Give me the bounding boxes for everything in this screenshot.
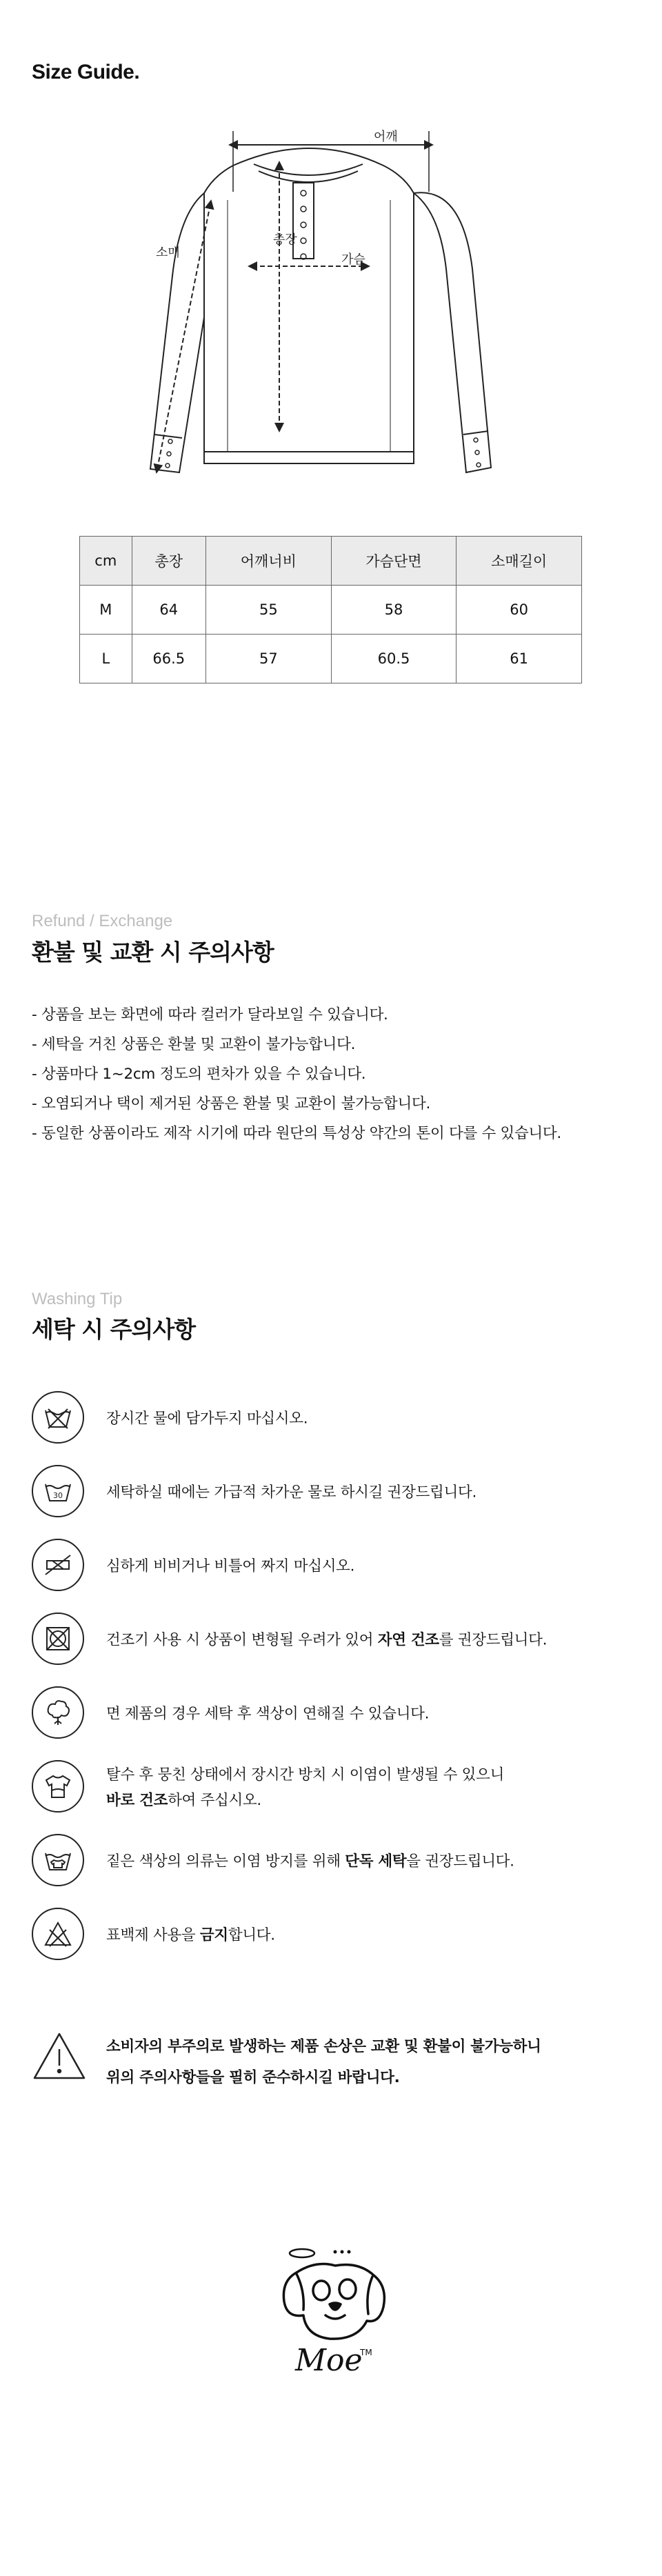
table-cell: 55 [206,586,332,635]
cold-wash-30-icon [32,1465,84,1517]
text-part: 심하게 비비거나 비틀어 짜지 마십시오. [106,1557,355,1575]
text-part: 장시간 물에 담가두지 마십시오. [106,1410,308,1428]
length-label: 총장 [273,232,297,247]
shirt-icon [32,1760,84,1813]
text-part: 합니다. [228,1926,275,1944]
header-cell: cm [80,537,132,586]
separate-wash-icon [32,1834,84,1886]
warning-line: 위의 주의사항들을 필히 준수하시길 바랍니다. [106,2069,400,2086]
table-cell: 61 [457,635,582,683]
svg-text:30: 30 [53,1491,63,1500]
warning-line: 소비자의 부주의로 발생하는 제품 손상은 교환 및 환불이 불가능하니 [106,2038,541,2055]
table-cell: 60 [457,586,582,635]
wash-text [106,1762,504,1813]
emphasis-text: 단독 세탁 [345,1853,407,1870]
table-cell: 58 [331,586,457,635]
chest-label: 가슴 [341,252,365,267]
warning-icon [32,2031,87,2081]
size-table [79,536,582,683]
no-soak-icon [32,1391,84,1444]
text-part: 짙은 색상의 의류는 이염 방지를 위해 [106,1853,345,1870]
wash-item [32,1465,639,1520]
no-bleach-icon [32,1908,84,1960]
garment-diagram [138,110,524,497]
header-cell: 가슴단면 [331,537,457,586]
warning-text [106,2031,541,2093]
text-part: 를 권장드립니다. [439,1631,548,1649]
table-row [80,586,582,635]
wash-item [32,1760,639,1815]
wash-item [32,1686,639,1741]
wash-text [106,1849,514,1875]
refund-notes [32,1000,561,1148]
header-cell: 총장 [132,537,205,586]
size-guide-title: Size Guide. [32,61,140,83]
shoulder-label: 어깨 [374,130,398,144]
table-cell: 66.5 [132,635,205,683]
logo-text: Moe [295,2343,363,2378]
text-part: 건조기 사용 시 상품이 변형될 우려가 있어 [106,1631,378,1649]
emphasis-text: 금지 [199,1926,228,1944]
table-cell: 57 [206,635,332,683]
brand-logo [276,2238,393,2379]
warning-notice [32,2031,639,2093]
wash-text [106,1554,354,1579]
table-row [80,635,582,683]
wash-item [32,1613,639,1668]
list-item: - 오염되거나 택이 제거된 상품은 환불 및 교환이 불가능합니다. [32,1095,430,1112]
wash-item [32,1834,639,1889]
text-part: 세탁하실 때에는 가급적 차가운 물로 하시길 권장드립니다. [106,1484,477,1501]
text-part: 탈수 후 뭉친 상태에서 장시간 방치 시 이염이 발생될 수 있으니 [106,1766,505,1784]
emphasis-text: 바로 건조 [106,1792,168,1809]
logo-tm: TM [360,2348,372,2357]
wash-item [32,1539,639,1594]
size-cell: M [80,586,132,635]
list-item: - 세탁을 거친 상품은 환불 및 교환이 불가능합니다. [32,1036,356,1053]
no-wring-icon [32,1539,84,1591]
wash-text [106,1628,547,1653]
list-item: - 동일한 상품이라도 제작 시기에 따라 원단의 특성상 약간의 톤이 다를 수 있습니다. [32,1125,561,1142]
emphasis-text: 자연 건조 [377,1631,439,1649]
cotton-icon [32,1686,84,1739]
refund-subtitle: Refund / Exchange [32,912,173,930]
wash-text [106,1923,275,1948]
text-part: 표백제 사용을 [106,1926,200,1944]
list-item: - 상품마다 1~2cm 정도의 편차가 있을 수 있습니다. [32,1066,366,1083]
wash-text [106,1480,477,1506]
text-part: 을 권장드립니다. [406,1853,514,1870]
no-tumble-dry-icon [32,1613,84,1665]
header-cell: 소매길이 [457,537,582,586]
wash-item [32,1391,639,1446]
wash-text [106,1406,308,1432]
sleeve-label: 소매 [156,246,180,260]
washing-title: 세탁 시 주의사항 [32,1316,196,1343]
washing-subtitle: Washing Tip [32,1290,123,1308]
refund-title: 환불 및 교환 시 주의사항 [32,939,274,966]
wash-text [106,1701,429,1727]
size-cell: L [80,635,132,683]
header-cell: 어깨너비 [206,537,332,586]
table-cell: 60.5 [331,635,457,683]
table-cell: 64 [132,586,205,635]
list-item: - 상품을 보는 화면에 따라 컬러가 달라보일 수 있습니다. [32,1006,388,1024]
text-part: 하여 주십시오. [168,1792,261,1809]
wash-item [32,1908,639,1963]
text-part: 면 제품의 경우 세탁 후 색상이 연해질 수 있습니다. [106,1705,430,1723]
size-table-header-row [80,537,582,586]
